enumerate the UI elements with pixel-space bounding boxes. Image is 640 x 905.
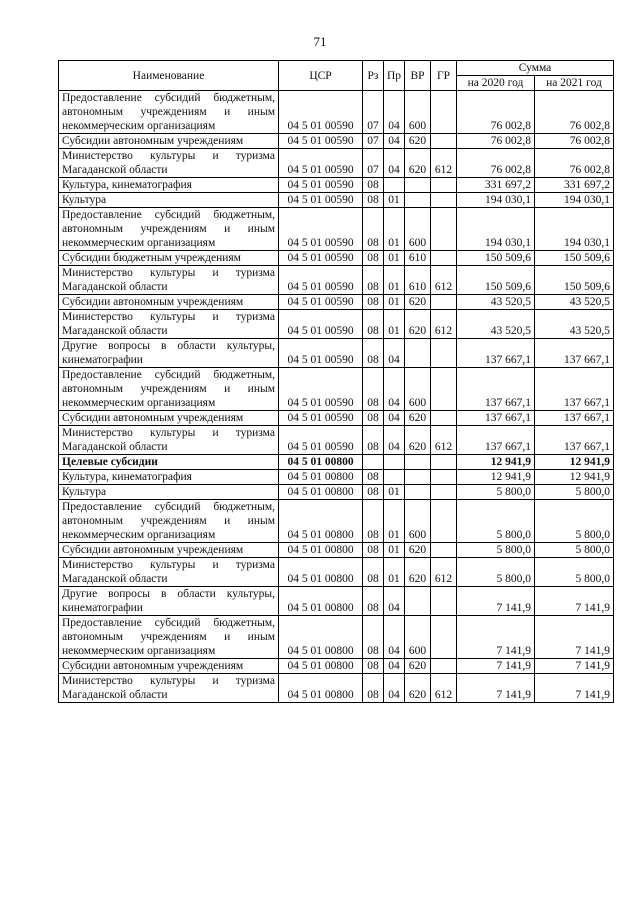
row-name: Субсидии автономным учреждениям: [59, 295, 279, 310]
row-rz: 08: [363, 558, 384, 587]
row-name: Министерство культуры и туризма Магаданской области: [59, 426, 279, 455]
row-value-2020: 5 800,0: [457, 558, 535, 587]
header-rz: Рз: [363, 61, 384, 91]
row-value-2021: 5 800,0: [535, 543, 614, 558]
row-csr: 04 5 01 00800: [279, 558, 363, 587]
row-vr: [405, 339, 431, 368]
row-value-2021: 43 520,5: [535, 310, 614, 339]
row-vr: 600: [405, 91, 431, 134]
row-value-2020: 194 030,1: [457, 208, 535, 251]
row-pr: 04: [384, 659, 405, 674]
row-pr: 04: [384, 426, 405, 455]
row-value-2021: 43 520,5: [535, 295, 614, 310]
row-pr: 01: [384, 266, 405, 295]
row-value-2020: 12 941,9: [457, 470, 535, 485]
row-rz: 07: [363, 134, 384, 149]
row-csr: 04 5 01 00590: [279, 368, 363, 411]
row-gr: 612: [431, 558, 457, 587]
row-value-2021: 5 800,0: [535, 485, 614, 500]
row-vr: 620: [405, 149, 431, 178]
row-csr: 04 5 01 00800: [279, 470, 363, 485]
row-value-2020: 7 141,9: [457, 659, 535, 674]
row-pr: 01: [384, 485, 405, 500]
row-value-2021: 137 667,1: [535, 426, 614, 455]
row-csr: 04 5 01 00590: [279, 178, 363, 193]
row-rz: 08: [363, 587, 384, 616]
table-row: [59, 134, 614, 149]
row-value-2021: 7 141,9: [535, 674, 614, 703]
row-rz: 08: [363, 470, 384, 485]
row-name: Субсидии автономным учреждениям: [59, 659, 279, 674]
row-value-2021: 7 141,9: [535, 659, 614, 674]
row-name: Культура, кинематография: [59, 470, 279, 485]
header-year-2020: на 2020 год: [457, 76, 535, 91]
row-value-2021: 7 141,9: [535, 616, 614, 659]
row-gr: [431, 485, 457, 500]
row-vr: 610: [405, 266, 431, 295]
row-rz: 08: [363, 500, 384, 543]
row-pr: 01: [384, 295, 405, 310]
row-value-2020: 5 800,0: [457, 500, 535, 543]
row-rz: [363, 455, 384, 470]
row-gr: [431, 339, 457, 368]
row-name: Министерство культуры и туризма Магаданской области: [59, 558, 279, 587]
header-name: Наименование: [59, 61, 279, 91]
row-value-2020: 331 697,2: [457, 178, 535, 193]
row-gr: 612: [431, 310, 457, 339]
row-rz: 08: [363, 616, 384, 659]
row-csr: 04 5 01 00800: [279, 616, 363, 659]
row-rz: 08: [363, 310, 384, 339]
row-value-2020: 194 030,1: [457, 193, 535, 208]
row-value-2020: 7 141,9: [457, 616, 535, 659]
row-value-2020: 7 141,9: [457, 587, 535, 616]
row-vr: 620: [405, 295, 431, 310]
row-name: Субсидии автономным учреждениям: [59, 134, 279, 149]
row-name: Культура, кинематография: [59, 178, 279, 193]
row-rz: 08: [363, 485, 384, 500]
row-value-2021: 76 002,8: [535, 134, 614, 149]
row-value-2020: 5 800,0: [457, 543, 535, 558]
row-csr: 04 5 01 00590: [279, 310, 363, 339]
row-value-2021: 12 941,9: [535, 455, 614, 470]
row-rz: 08: [363, 251, 384, 266]
row-value-2021: 5 800,0: [535, 558, 614, 587]
row-rz: 08: [363, 659, 384, 674]
row-vr: 600: [405, 616, 431, 659]
row-value-2021: 150 509,6: [535, 251, 614, 266]
row-value-2021: 5 800,0: [535, 500, 614, 543]
header-vr: ВР: [405, 61, 431, 91]
row-gr: [431, 616, 457, 659]
row-gr: [431, 208, 457, 251]
row-value-2020: 76 002,8: [457, 134, 535, 149]
row-rz: 08: [363, 426, 384, 455]
row-rz: 08: [363, 674, 384, 703]
row-rz: 07: [363, 91, 384, 134]
table-row: [59, 674, 614, 703]
row-name: Культура: [59, 485, 279, 500]
row-vr: [405, 485, 431, 500]
row-rz: 08: [363, 208, 384, 251]
row-value-2020: 150 509,6: [457, 266, 535, 295]
table-row: [59, 339, 614, 368]
header-gr: ГР: [431, 61, 457, 91]
row-csr: 04 5 01 00800: [279, 587, 363, 616]
row-vr: 620: [405, 659, 431, 674]
row-value-2021: 137 667,1: [535, 411, 614, 426]
row-gr: 612: [431, 674, 457, 703]
row-pr: [384, 470, 405, 485]
table-row: [59, 368, 614, 411]
table-row: [59, 295, 614, 310]
budget-table: [58, 60, 614, 703]
row-csr: 04 5 01 00800: [279, 659, 363, 674]
row-gr: [431, 455, 457, 470]
row-value-2021: 76 002,8: [535, 91, 614, 134]
row-value-2020: 137 667,1: [457, 426, 535, 455]
row-value-2020: 137 667,1: [457, 339, 535, 368]
row-vr: 620: [405, 426, 431, 455]
row-csr: 04 5 01 00590: [279, 134, 363, 149]
row-pr: 04: [384, 674, 405, 703]
row-name: Субсидии автономным учреждениям: [59, 543, 279, 558]
row-csr: 04 5 01 00590: [279, 426, 363, 455]
row-value-2020: 76 002,8: [457, 91, 535, 134]
row-pr: 04: [384, 616, 405, 659]
row-rz: 08: [363, 193, 384, 208]
row-value-2020: 76 002,8: [457, 149, 535, 178]
table-row: [59, 193, 614, 208]
row-gr: [431, 193, 457, 208]
row-csr: 04 5 01 00590: [279, 266, 363, 295]
table-row: [59, 91, 614, 134]
row-value-2020: 12 941,9: [457, 455, 535, 470]
row-gr: 612: [431, 149, 457, 178]
row-name: Субсидии бюджетным учреждениям: [59, 251, 279, 266]
row-gr: [431, 295, 457, 310]
row-vr: 600: [405, 368, 431, 411]
row-pr: 04: [384, 411, 405, 426]
row-pr: 04: [384, 339, 405, 368]
row-name: Целевые субсидии: [59, 455, 279, 470]
table-row: [59, 616, 614, 659]
row-csr: 04 5 01 00590: [279, 91, 363, 134]
table-row: [59, 543, 614, 558]
table-row: [59, 310, 614, 339]
header-sum: Сумма: [457, 61, 614, 76]
row-gr: [431, 91, 457, 134]
table-row: [59, 178, 614, 193]
header-pr: Пр: [384, 61, 405, 91]
row-gr: [431, 411, 457, 426]
row-pr: 04: [384, 587, 405, 616]
row-value-2021: 194 030,1: [535, 208, 614, 251]
row-vr: 620: [405, 411, 431, 426]
row-pr: 01: [384, 543, 405, 558]
row-pr: 01: [384, 251, 405, 266]
row-value-2021: 7 141,9: [535, 587, 614, 616]
row-gr: 612: [431, 426, 457, 455]
row-csr: 04 5 01 00800: [279, 674, 363, 703]
row-vr: 620: [405, 134, 431, 149]
row-rz: 07: [363, 149, 384, 178]
table-row: [59, 149, 614, 178]
row-pr: 01: [384, 500, 405, 543]
row-csr: 04 5 01 00800: [279, 543, 363, 558]
row-pr: 04: [384, 134, 405, 149]
row-vr: 600: [405, 500, 431, 543]
row-vr: 610: [405, 251, 431, 266]
row-gr: [431, 368, 457, 411]
row-pr: 01: [384, 310, 405, 339]
row-vr: 620: [405, 310, 431, 339]
row-csr: 04 5 01 00590: [279, 251, 363, 266]
table-row: [59, 485, 614, 500]
row-name: Культура: [59, 193, 279, 208]
row-value-2021: 331 697,2: [535, 178, 614, 193]
row-name: Другие вопросы в области культуры, кинематографии: [59, 587, 279, 616]
row-value-2021: 137 667,1: [535, 339, 614, 368]
table-row: [59, 251, 614, 266]
row-vr: 620: [405, 674, 431, 703]
row-csr: 04 5 01 00590: [279, 339, 363, 368]
row-csr: 04 5 01 00590: [279, 193, 363, 208]
row-name: Субсидии автономным учреждениям: [59, 411, 279, 426]
row-value-2021: 12 941,9: [535, 470, 614, 485]
row-rz: 08: [363, 411, 384, 426]
row-gr: [431, 470, 457, 485]
table-row: [59, 266, 614, 295]
row-gr: 612: [431, 266, 457, 295]
table-row: [59, 470, 614, 485]
row-gr: [431, 659, 457, 674]
row-vr: [405, 470, 431, 485]
row-csr: 04 5 01 00590: [279, 295, 363, 310]
row-csr: 04 5 01 00800: [279, 455, 363, 470]
row-gr: [431, 178, 457, 193]
row-pr: 04: [384, 149, 405, 178]
row-gr: [431, 134, 457, 149]
row-rz: 08: [363, 295, 384, 310]
row-vr: 600: [405, 208, 431, 251]
row-rz: 08: [363, 368, 384, 411]
row-name: Министерство культуры и туризма Магаданской области: [59, 674, 279, 703]
table-row: [59, 455, 614, 470]
row-vr: [405, 193, 431, 208]
row-vr: [405, 587, 431, 616]
table-header: [59, 61, 614, 91]
header-csr: ЦСР: [279, 61, 363, 91]
row-name: Предоставление субсидий бюджетным, автономным учреждениям и иным некоммерческим организациям: [59, 616, 279, 659]
table-row: [59, 411, 614, 426]
row-name: Другие вопросы в области культуры, кинематографии: [59, 339, 279, 368]
row-value-2020: 137 667,1: [457, 368, 535, 411]
row-csr: 04 5 01 00800: [279, 485, 363, 500]
header-year-2021: на 2021 год: [535, 76, 614, 91]
table-row: [59, 500, 614, 543]
row-pr: 01: [384, 558, 405, 587]
row-gr: [431, 500, 457, 543]
row-value-2020: 150 509,6: [457, 251, 535, 266]
table-row: [59, 208, 614, 251]
page-number: 71: [313, 34, 327, 49]
table-body: [59, 91, 614, 703]
row-vr: 620: [405, 543, 431, 558]
row-rz: 08: [363, 339, 384, 368]
row-rz: 08: [363, 266, 384, 295]
row-name: Министерство культуры и туризма Магаданской области: [59, 310, 279, 339]
table-row: [59, 426, 614, 455]
row-rz: 08: [363, 178, 384, 193]
row-gr: [431, 587, 457, 616]
row-csr: 04 5 01 00590: [279, 149, 363, 178]
row-pr: 01: [384, 208, 405, 251]
row-value-2020: 43 520,5: [457, 310, 535, 339]
row-name: Предоставление субсидий бюджетным, автономным учреждениям и иным некоммерческим организациям: [59, 208, 279, 251]
table-row: [59, 558, 614, 587]
row-vr: 620: [405, 558, 431, 587]
row-pr: [384, 455, 405, 470]
row-value-2021: 137 667,1: [535, 368, 614, 411]
row-name: Министерство культуры и туризма Магаданской области: [59, 266, 279, 295]
row-name: Предоставление субсидий бюджетным, автономным учреждениям и иным некоммерческим организациям: [59, 500, 279, 543]
table-row: [59, 659, 614, 674]
row-name: Предоставление субсидий бюджетным, автономным учреждениям и иным некоммерческим организациям: [59, 368, 279, 411]
row-value-2020: 5 800,0: [457, 485, 535, 500]
row-csr: 04 5 01 00590: [279, 208, 363, 251]
row-value-2021: 76 002,8: [535, 149, 614, 178]
row-value-2021: 150 509,6: [535, 266, 614, 295]
row-csr: 04 5 01 00800: [279, 500, 363, 543]
row-pr: 01: [384, 193, 405, 208]
row-rz: 08: [363, 543, 384, 558]
row-value-2020: 43 520,5: [457, 295, 535, 310]
row-gr: [431, 543, 457, 558]
row-pr: 04: [384, 368, 405, 411]
row-pr: 04: [384, 91, 405, 134]
row-value-2020: 137 667,1: [457, 411, 535, 426]
row-value-2020: 7 141,9: [457, 674, 535, 703]
row-name: Предоставление субсидий бюджетным, автономным учреждениям и иным некоммерческим организациям: [59, 91, 279, 134]
row-csr: 04 5 01 00590: [279, 411, 363, 426]
row-vr: [405, 178, 431, 193]
row-vr: [405, 455, 431, 470]
row-gr: [431, 251, 457, 266]
row-value-2021: 194 030,1: [535, 193, 614, 208]
row-pr: [384, 178, 405, 193]
table-row: [59, 587, 614, 616]
row-name: Министерство культуры и туризма Магаданской области: [59, 149, 279, 178]
